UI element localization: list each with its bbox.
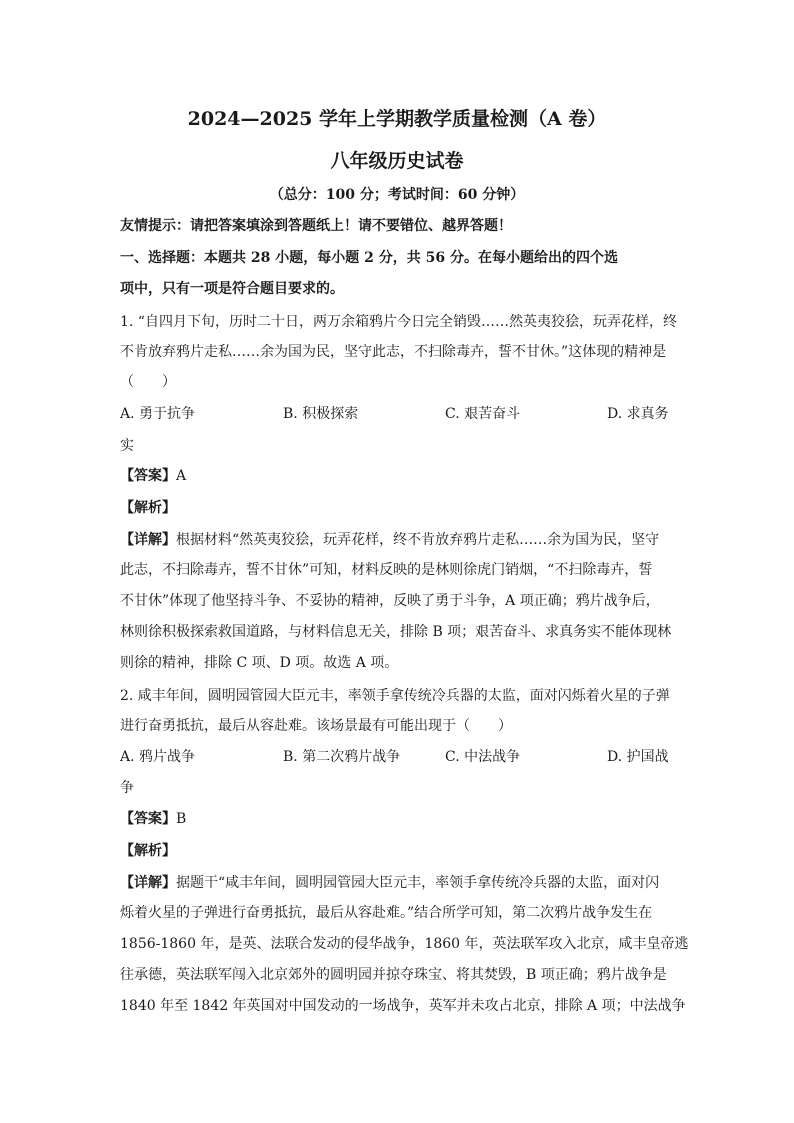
q2-answer	[120, 809, 680, 829]
q1-stem-line1: 1. “自四月下旬，历时二十日，两万余箱鸦片今日完全销毁……然英夷狡狯，玩弄花样，终	[120, 314, 677, 330]
answer-value: B	[176, 811, 187, 827]
q1-detail-line3: 不甘休”体现了他坚持斗争、不妥协的精神，反映了勇于斗争，A 项正确；鸦片战争后，	[120, 593, 660, 609]
q1-detail-line1	[120, 530, 680, 550]
q2-detail-line2: 烁着火星的子弹进行奋勇抵抗，最后从容赴难。”结合所学可知，第二次鸦片战争发生在	[120, 905, 653, 921]
exam-meta: （总分：100 分；考试时间：60 分钟）	[269, 187, 525, 203]
q2-option-c: C. 中法战争	[445, 749, 521, 765]
q2-option-b: B. 第二次鸦片战争	[283, 749, 401, 765]
answer-value: A	[176, 468, 187, 484]
q1-option-wrap: 实	[120, 438, 134, 454]
q2-option-wrap: 争	[120, 780, 134, 796]
section-heading-line1: 一、选择题：本题共 28 小题，每小题 2 分，共 56 分。在每小题给出的四个选	[120, 250, 618, 266]
q2-detail-line1	[120, 873, 680, 893]
q1-option-b: B. 积极探索	[283, 406, 359, 422]
q1-detail-line2: 此志，不扫除毒卉，誓不甘休”可知，材料反映的是林则徐虎门销烟，“不扫除毒卉，誓	[120, 562, 653, 578]
detail-text: 据题干“咸丰年间，圆明园管园大臣元丰，率领手拿传统冷兵器的太监，面对闪	[176, 875, 660, 891]
answer-label: 【答案】	[120, 811, 176, 827]
q1-option-c: C. 艰苦奋斗	[445, 406, 521, 422]
detail-label: 【详解】	[120, 532, 176, 548]
q1-analysis-label: 【解析】	[120, 500, 176, 516]
q1-option-d: D. 求真务	[607, 406, 669, 422]
q2-detail-line5: 1840 年至 1842 年英国对中国发动的一场战争，英军并未攻占北京，排除 A 项；中法战争	[120, 998, 686, 1014]
section-heading-line2: 项中，只有一项是符合题目要求的。	[120, 281, 344, 297]
q1-option-a: A. 勇于抗争	[120, 406, 196, 422]
q2-stem-line1: 2. 咸丰年间，圆明园管园大臣元丰，率领手拿传统冷兵器的太监，面对闪烁着火星的子弹	[120, 688, 670, 704]
q2-detail-line3: 1856-1860 年，是英、法联合发动的侵华战争，1860 年，英法联军攻入北京，咸丰皇帝逃	[120, 936, 689, 952]
q2-analysis-label: 【解析】	[120, 843, 176, 859]
q1-stem-line2: 不肯放弃鸦片走私……余为国为民，坚守此志，不扫除毒卉，誓不甘休。”这体现的精神是	[120, 344, 667, 360]
q1-detail-line4: 林则徐积极探索救国道路，与材料信息无关，排除 B 项；艰苦奋斗、求真务实不能体现林	[120, 624, 672, 640]
q2-option-a: A. 鸦片战争	[120, 749, 196, 765]
q2-option-d: D. 护国战	[607, 749, 669, 765]
friendly-tip: 友情提示：请把答案填涂到答题纸上！请不要错位、越界答题！	[120, 218, 512, 234]
exam-title: 2024—2025 学年上学期教学质量检测（A 卷）	[187, 108, 607, 130]
q1-answer	[120, 466, 680, 486]
q1-stem-line3: （ ）	[120, 374, 176, 390]
detail-label: 【详解】	[120, 875, 176, 891]
q2-detail-line4: 往承德，英法联军闯入北京郊外的圆明园并掠夺珠宝、将其焚毁，B 项正确；鸦片战争是	[120, 967, 667, 983]
detail-text: 根据材料“然英夷狡狯，玩弄花样，终不肯放弃鸦片走私……余为国为民，坚守	[176, 532, 660, 548]
q2-stem-line2: 进行奋勇抵抗，最后从容赴难。该场景最有可能出现于（ ）	[120, 718, 512, 734]
q1-detail-line5: 则徐的精神，排除 C 项、D 项。故选 A 项。	[120, 655, 399, 671]
exam-subtitle: 八年级历史试卷	[330, 150, 464, 172]
answer-label: 【答案】	[120, 468, 176, 484]
